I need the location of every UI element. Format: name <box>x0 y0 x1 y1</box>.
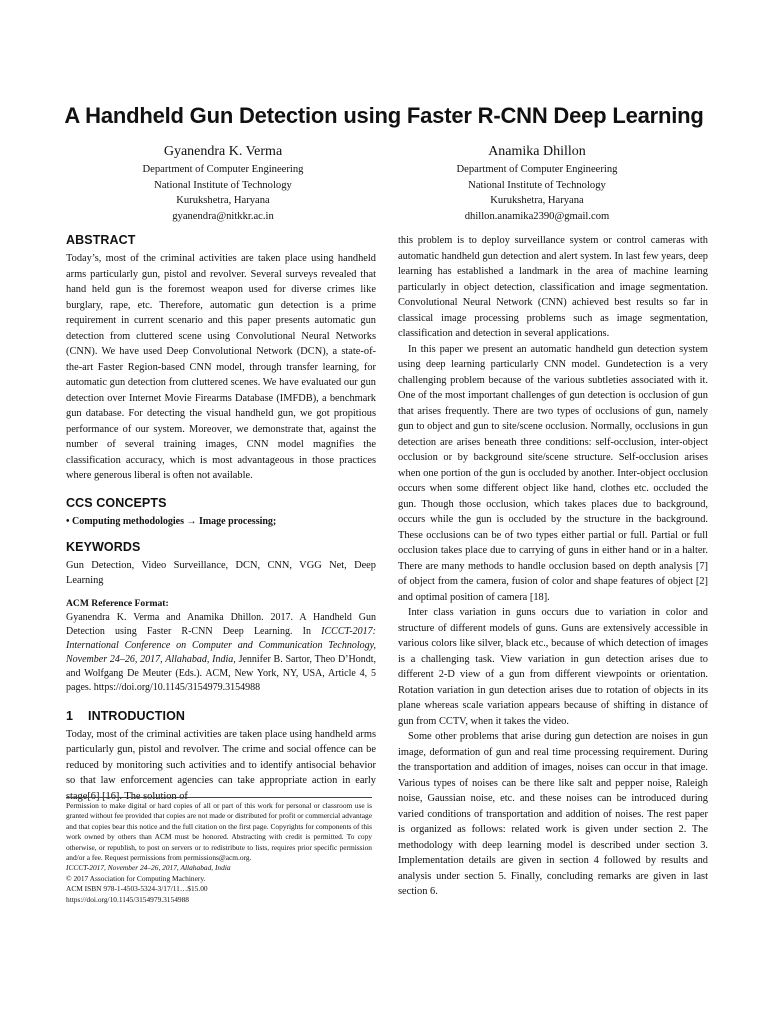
abstract-heading: ABSTRACT <box>66 233 136 247</box>
author-email: dhillon.anamika2390@gmail.com <box>464 210 610 222</box>
section-title: INTRODUCTION <box>88 708 186 723</box>
author-name: Gyanendra K. Verma <box>163 144 283 159</box>
introduction-paragraph: In this paper we present an automatic handheld gun detection system using deep learning particularly CNN model. Gundetection is a very challenging problem because of the various subtleties associated with it. One of the most important challenges of gun detection is occlusion of gun that arises frequently. There are two types of occlusions of gun, namely gun to object and gun to site/scene occlusion. Normally, occlusions in gun detection are arises beneath three conditions: self-occlusion, inter-object occlusion or by background site/scene structure. Self-occlusion arises when one portion of the gun is occluded by another. Inter-object occlusion occurs when some different object like hand, clothes etc. occluded the gun. Though those occlusion, which takes places due to background, occurs while the gun is occluded by the structure in the background. These occlusions can be of two types either partial or full. Partial or full occlusion takes place due to carrying of guns in either hand or in a halter. There are many methods to handle occlusion based on depth analysis [7] of object from the camera, fusion of color and shape features of object [2] and optimal position of camera [18]. <box>398 343 708 603</box>
doi-line: https://doi.org/10.1145/3154979.3154988 <box>66 894 189 904</box>
keywords-heading: KEYWORDS <box>66 539 141 554</box>
ccs-concept-line: • Computing methodologies → Image processing; <box>66 515 277 527</box>
left-column <box>66 232 376 804</box>
acm-reference-heading: ACM Reference Format: <box>66 597 169 609</box>
permission-text: Permission to make digital or hard copies of all or part of this work for personal or classroom use is granted without fee provided that copies are not made or distributed for profit or commercial advantage and that copies bear this notice and the full citation on the first page. Copyrights for components of this work owned by others than ACM must be honored. Abstracting with credit is permitted. To copy otherwise, or republish, to post on servers or to redistribute to lists, requires prior specific permission and/or a fee. Request permissions from permissions@acm.org. <box>66 801 372 863</box>
author-location: Kurukshetra, Haryana <box>490 195 584 206</box>
ccs-heading: CCS CONCEPTS <box>66 495 167 510</box>
author-block-1 <box>73 142 373 224</box>
right-column <box>398 233 708 900</box>
author-department: Department of Computer Engineering <box>456 164 618 175</box>
author-location: Kurukshetra, Haryana <box>176 195 270 206</box>
introduction-heading <box>66 708 376 724</box>
section-number: 1 <box>66 708 74 723</box>
author-email: gyanendra@nitkkr.ac.in <box>172 210 274 222</box>
acm-reference-part2: , Jennifer B. Sartor, Theo D’Hondt, and Wolfgang De Meuter (Eds.). ACM, New York, NY, USA, Article 4, 5 pages. https://doi.org/10.1145/3154979.3154988 <box>66 653 376 693</box>
paper-title: A Handheld Gun Detection using Faster R-CNN Deep Learning <box>64 103 704 128</box>
acm-reference-venue: ICCCT-2017: International Conference on Computer and Communication Technology, November 24–26, 2017, Allahabad, India <box>66 625 376 665</box>
introduction-paragraph-continued: this problem is to deploy surveillance system or control cameras with automatic handheld gun detection and alert system. In last few years, deep learning has established a landmark in the area of machine learning particularly in object detection, classification and image segmentation. Convolutional Neural Network (CNN) achieved best results so far in classical image processing problems such as image segmentation, classification and detection in several applications. <box>398 235 708 339</box>
introduction-paragraph: Some other problems that arise during gun detection are noises in gun image, deformation of gun and real time processing requirement. During the transportation and addition of images, noises can occur in that image. Various types of noises can be there like salt and pepper noise, Raleigh noise, Gaussian noise, etc. and these noises can be introduced during varied conditions of transportation and addition of noises. The rest paper is organized as follows: related work is given under section 2. The methodology with deep learning model is described under section 3. Implementation details are given in section 4 followed by results and analysis under section 5. Finally, concluding remarks are given in last section 6. <box>398 731 708 897</box>
keywords-text: Gun Detection, Video Surveillance, DCN, CNN, VGG Net, Deep Learning <box>66 559 376 586</box>
conference-line: ICCCT-2017, November 24–26, 2017, Allahabad, India <box>66 863 231 873</box>
introduction-paragraph: Today, most of the criminal activities are taken place using handheld arms particularly gun, pistol and revolver. The crime and social offence can be reduced by monitoring such activities and to identify antisocial behavior so that law enforcement agencies can take appropriate action in early stage[6] [16]. The solution of <box>66 728 376 802</box>
author-institution: National Institute of Technology <box>154 179 292 191</box>
acm-reference-part1: Gyanendra K. Verma and Anamika Dhillon. 2017. A Handheld Gun Detection using Faster R-CNN Deep Learning. In <box>66 611 376 637</box>
permission-footnote <box>66 797 372 905</box>
author-institution: National Institute of Technology <box>468 179 606 191</box>
abstract-text: Today’s, most of the criminal activities are taken place using handheld arms particularly gun, pistol and revolver. Several surveys revealed that hand held gun is the foremost weapon used for diverse crimes like burglary, rape, etc. Therefore, automatic gun detection is a prime requirement in current scenario and this paper presents automatic gun detection from cluttered scene using Convolutional Neural Networks (CNN). We have used Deep Convolutional Network (DCN), a state-of-the-art Faster Region-based CNN model, through transfer learning, for automatic gun detection from cluttered scenes. We have evaluated our gun detection over Internet Movie Firearms Database (IMFDB), a benchmark gun database. For detecting the visual handheld gun, we got propitious performance of our system. Moreover, we demonstrate that, against the number of several training images, CNN model magnifies the classification accuracy, which is most advantageous in those practices where generous liberal is often not available. <box>66 253 376 481</box>
author-name: Anamika Dhillon <box>488 144 586 159</box>
copyright-line: © 2017 Association for Computing Machinery. <box>66 873 206 883</box>
author-department: Department of Computer Engineering <box>142 164 304 175</box>
acm-reference-text <box>66 611 376 695</box>
isbn-line: ACM ISBN 978-1-4503-5324-3/17/11…$15.00 <box>66 884 208 894</box>
author-block-2 <box>387 142 687 224</box>
introduction-paragraph: Inter class variation in guns occurs due to variation in color and structure of different models of guns. Guns are extensively accessible in various colors like silver, black etc., because of which detection of images is a challenging task. View variation in gun detection arises due to different 2-D view of a gun from different viewpoints or orientation. Rotation variation in gun detection arises due to rotation of objects in its plane whereas scale variation appears because of shifting in distance of gun from CCTV, when it takes the video. <box>398 607 708 727</box>
